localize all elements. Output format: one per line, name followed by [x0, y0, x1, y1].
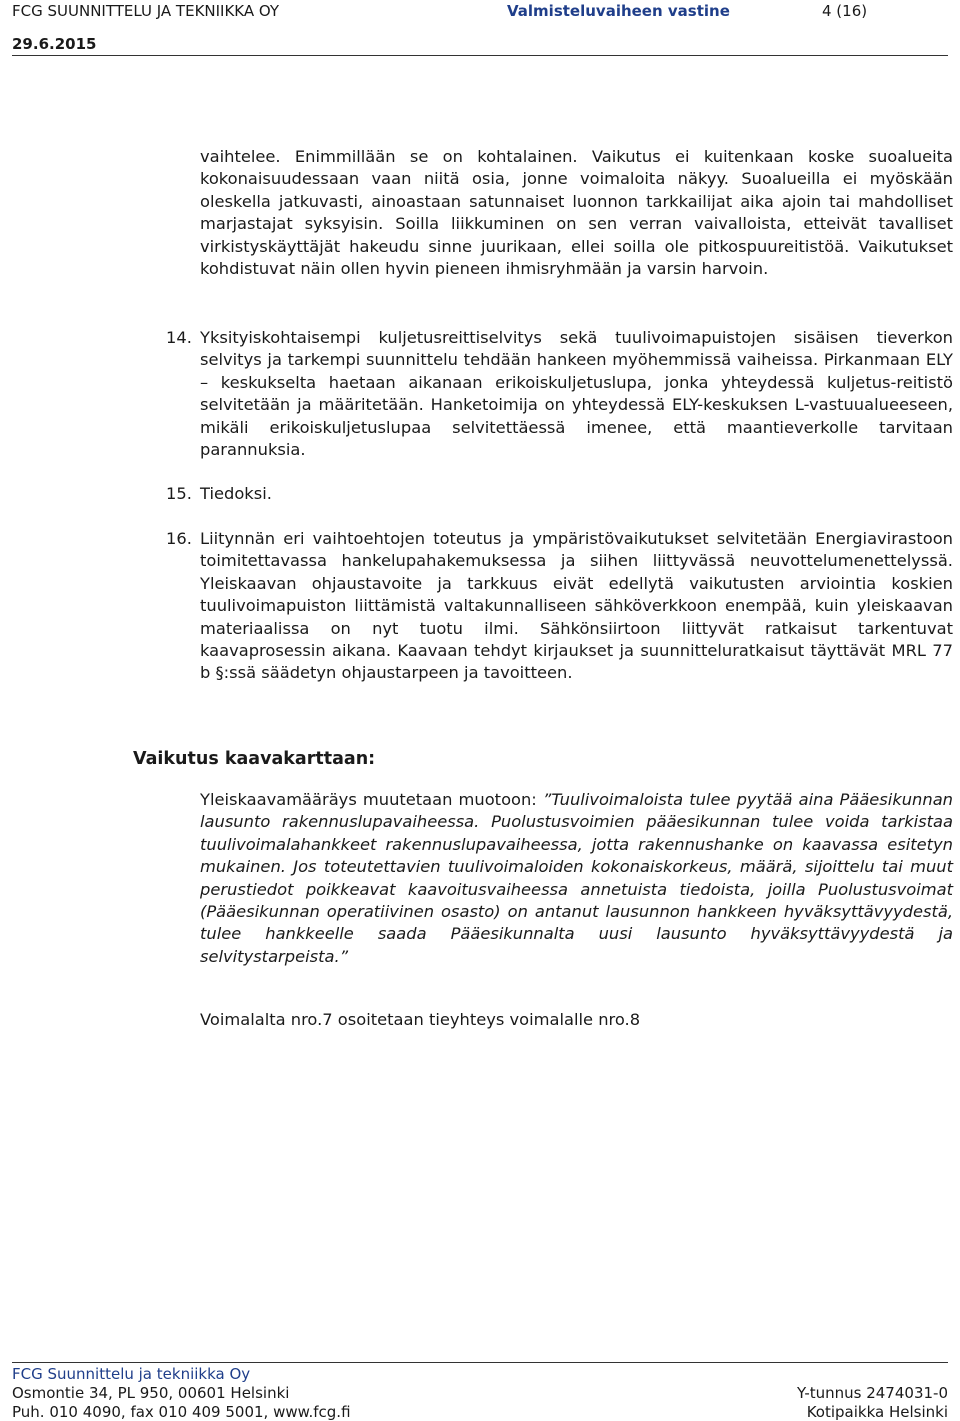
paragraph-16: Liitynnän eri vaihtoehtojen toteutus ja ympäristövaikutukset selvitetään Energiavirastoon toimitettavassa hankelupahakemuksessa ja siihen liittyvässä neuvottelumenettelyssä. Yleiskaavan ohjaustavoite ja tarkkuus eivät edellytä vaikutusten arviointia koskien tuulivoimapuiston liittämistä valtakunnalliseen sähköverkkoon enempää, kuin yleiskaavan materiaalissa on nyt tuotu ilmi. Sähkönsiirtoon liittyvät ratkaisut tarkentuvat kaavaprosessin aikana. Kaavaan tehdyt kirjaukset ja suunnitteluratkaisut täyttävät MRL 77 b §:ssä säädetyn ohjaustarpeen ja tavoitteen.: [200, 529, 953, 683]
paragraph-15: Tiedoksi.: [200, 484, 272, 503]
footer-domicile: Kotipaikka Helsinki: [806, 1403, 948, 1421]
header-date: 29.6.2015: [12, 35, 97, 53]
footer-contact: Puh. 010 4090, fax 010 409 5001, www.fcg.fi: [12, 1403, 351, 1421]
section-heading: Vaikutus kaavakarttaan:: [133, 749, 376, 769]
header-page-number: 4 (16): [822, 2, 868, 20]
item-number-16: 16.: [166, 529, 192, 548]
item-number-14: 14.: [166, 328, 192, 347]
header-company: FCG SUUNNITTELU JA TEKNIIKKA OY: [12, 2, 280, 20]
page-footer: [12, 1362, 948, 1421]
paragraph-13-continuation: vaihtelee. Enimmillään se on kohtalainen. Vaikutus ei kuitenkaan koske suoalueita kokonaisuudessaan vaan niitä osia, jonne voimaloita näkyy. Suoalueilla ei myöskään oleskella jatkuvasti, ainoastaan satunnaiset luonnon tarkkailijat aika ajoin tai mahdolliset marjastajat syksyisin. Soilla liikkuminen on sen verran vaivalloista, etteivät tavalliset virkistyskäyttäjät hakeudu sinne juurikaan, ellei soilla ole pitkospuureitistöä. Vaikutukset kohdistuvat näin ollen hyvin pieneen ihmisryhmään ja varsin harvoin.: [200, 147, 953, 279]
header-divider: [12, 55, 948, 56]
footer-divider: [12, 1362, 948, 1363]
plan-regulation-quote: ”Tuulivoimaloista tulee pyytää aina Pääesikunnan lausunto rakennuslupavaiheessa. Puolustusvoimien pääesikunnan tulee voida tarkistaa tuulivoimalahankkeet rakennuslupavaiheessa, jotta rakennushanke on kaavassa esitetyn mukainen. Jos toteutettavien tuulivoimaloiden kokonaiskorkeus, määrä, sijoittelu tai muut perustiedot poikkeavat kaavoitusvaiheessa annetuista tiedoista, joilla Puolustusvoimat (Pääesikunnan operatiivinen osasto) on antanut lausunnon hankkeen hyväksyttävyydestä, tulee hankkeelle saada Pääesikunnalta uusi lausunto hyväksyttävyydestä ja selvitystarpeista.”: [200, 790, 953, 966]
page-header: [12, 0, 948, 58]
header-title: Valmisteluvaiheen vastine: [507, 2, 730, 20]
paragraph-14: Yksityiskohtaisempi kuljetusreittiselvitys sekä tuulivoimapuistojen sisäisen tieverkon selvitys ja tarkempi suunnittelu tehdään hankeen myöhemmissä vaiheissa. Pirkanmaan ELY – keskukselta haetaan aikanaan erikoiskuljetuslupa, jonka yhteydessä kuljetus-reitistö selvitetään ja määritetään. Hanketoimija on yhteydessä ELY-keskuksen L-vastuualueeseen, mikäli erikoiskuljetuslupaa selvitettäessä imenee, että maantieverkolle tarvitaan parannuksia.: [200, 328, 953, 460]
footer-address: Osmontie 34, PL 950, 00601 Helsinki: [12, 1384, 290, 1402]
footer-company: FCG Suunnittelu ja tekniikka Oy: [12, 1365, 251, 1383]
item-number-15: 15.: [166, 484, 192, 503]
plan-regulation-intro: Yleiskaavamääräys muutetaan muotoon:: [200, 790, 543, 809]
plan-regulation-paragraph: [200, 789, 953, 968]
road-connection-note: Voimalalta nro.7 osoitetaan tieyhteys voimalalle nro.8: [200, 1010, 641, 1029]
footer-business-id: Y-tunnus 2474031-0: [796, 1384, 948, 1402]
